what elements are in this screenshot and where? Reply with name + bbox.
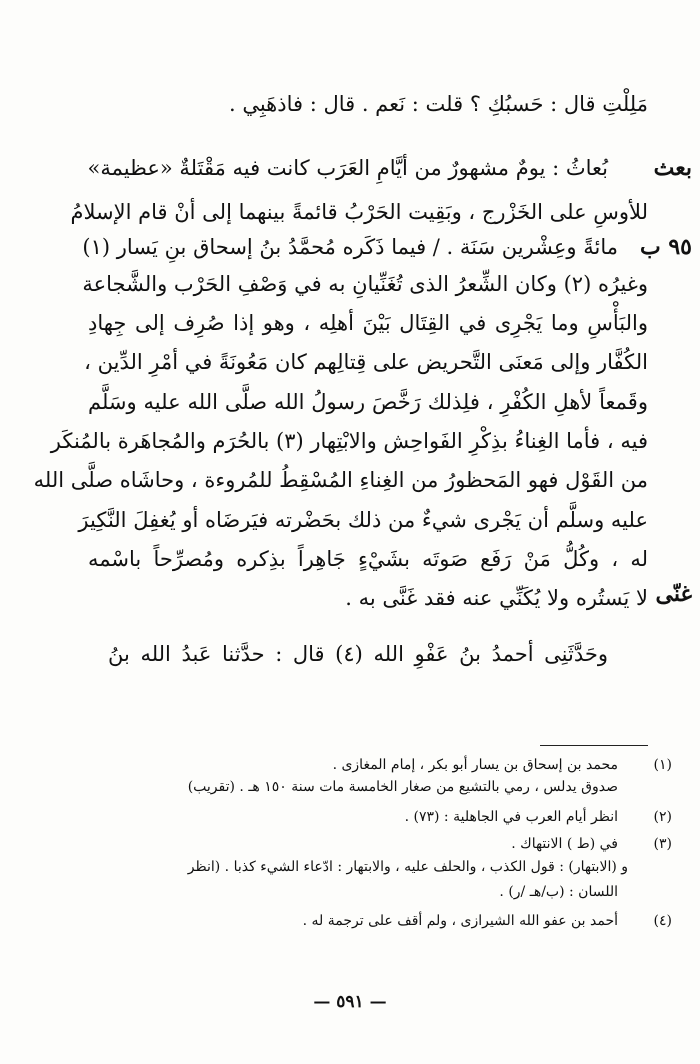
footnote-number: (٤): [653, 913, 672, 929]
page-number: — ٥٩١ —: [313, 992, 387, 1012]
footnote-number: (٢): [653, 809, 672, 825]
body-line: الكُفَّار وإلى مَعنَى التَّحريض على قِتالِهم كان مَعُونَةً في أمْرِ الدِّين ،: [84, 350, 648, 374]
footnote-line: انظر أيام العرب في الجاهلية : (٧٣) .: [404, 809, 618, 825]
body-line: للأوسِ على الخَزْرج ، وبَقِيت الحَرْبُ قائمةً بينهما إلى أنْ قام الإسلامُ: [70, 200, 648, 224]
body-line: بُعاثُ : يومٌ مشهورٌ من أيَّامِ العَرَب كانت فيه مَقْتَلةٌ «عظيمة»: [87, 156, 608, 180]
footnote-line: اللسان : (ب/هـ /ر) .: [499, 884, 618, 900]
body-line: له ، وكُلُّ مَنْ رَفَع صَوتَه بشَيْءٍ جَاهِراً بذِكره ومُصرِّحاً باسْمه: [88, 547, 648, 571]
body-line: وحَدَّثَنِى أحمدُ بنُ عَفْوِ الله (٤) قال : حدَّثنا عَبدُ الله بنُ: [108, 642, 609, 666]
body-line: مَلِلْتِ قال : حَسبُكِ ؟ قلت : نَعم . قال : فاذهَبِي .: [228, 92, 648, 116]
body-line: من القَوْل فهو المَحظورُ من الغِناءِ المُسْقِطُ للمُروءة ، وحاشَاه صلَّى الله: [33, 468, 648, 492]
footnote-divider: [540, 745, 648, 746]
body-line: عليه وسلَّم أن يَجْرى شيءٌ من ذلك بحَضْرته فيَرضَاه أو يُغفِلَ النَّكِيرَ: [78, 508, 648, 532]
margin-keyword: غنّى: [655, 581, 692, 607]
body-line: فيه ، فأما الغِناءُ بذِكْرِ الفَواحِش والابْتِهار (٣) بالحُرَم والمُجاهَرة بالمُنكَر: [50, 429, 648, 453]
footnote-number: (٣): [653, 836, 672, 852]
body-line: وغيرُه (٢) وكان الشِّعرُ الذى تُغَنِّيانِ به في وَصْفِ الحَرْب والشَّجاعة: [82, 272, 648, 296]
body-line: مائةً وعِشْرين سَنَة . / فيما ذَكَره مُحمَّدُ بنُ إسحاق بنِ يَسار (١): [82, 235, 618, 259]
footnote-line: صدوق يدلس ، رمي بالتشيع من صغار الخامسة مات سنة ١٥٠ هـ . (تقريب): [187, 779, 618, 795]
body-line: لا يَستُره ولا يُكَنِّي عنه فقد غَنَّى به .: [345, 586, 648, 610]
body-line: وقَمعاً لأهلِ الكُفْرِ ، فلِذلك رَخَّصَ رسولُ الله صلَّى الله عليه وسَلَّم: [88, 390, 648, 414]
footnote-number: (١): [653, 757, 672, 773]
body-line: والبَأْسِ وما يَجْرِى في القِتَال بَيْنَ أهلِه ، وهو إذا صُرِف إلى جِهادِ: [88, 311, 648, 335]
footnote-line: أحمد بن عفو الله الشيرازى ، ولم أقف على ترجمة له .: [302, 913, 618, 929]
footnote-line: و (الابتهار) : قول الكذب ، والحلف عليه ، والابتهار : ادّعاء الشيء كذبا . (انظر: [187, 859, 628, 875]
footnote-line: في (ط ) الانتهاك .: [511, 836, 618, 852]
folio-marker: ٩٥ ب: [639, 234, 692, 260]
margin-keyword: بعث: [653, 155, 692, 181]
footnote-line: محمد بن إسحاق بن يسار أبو بكر ، إمام المغازى .: [332, 757, 618, 773]
